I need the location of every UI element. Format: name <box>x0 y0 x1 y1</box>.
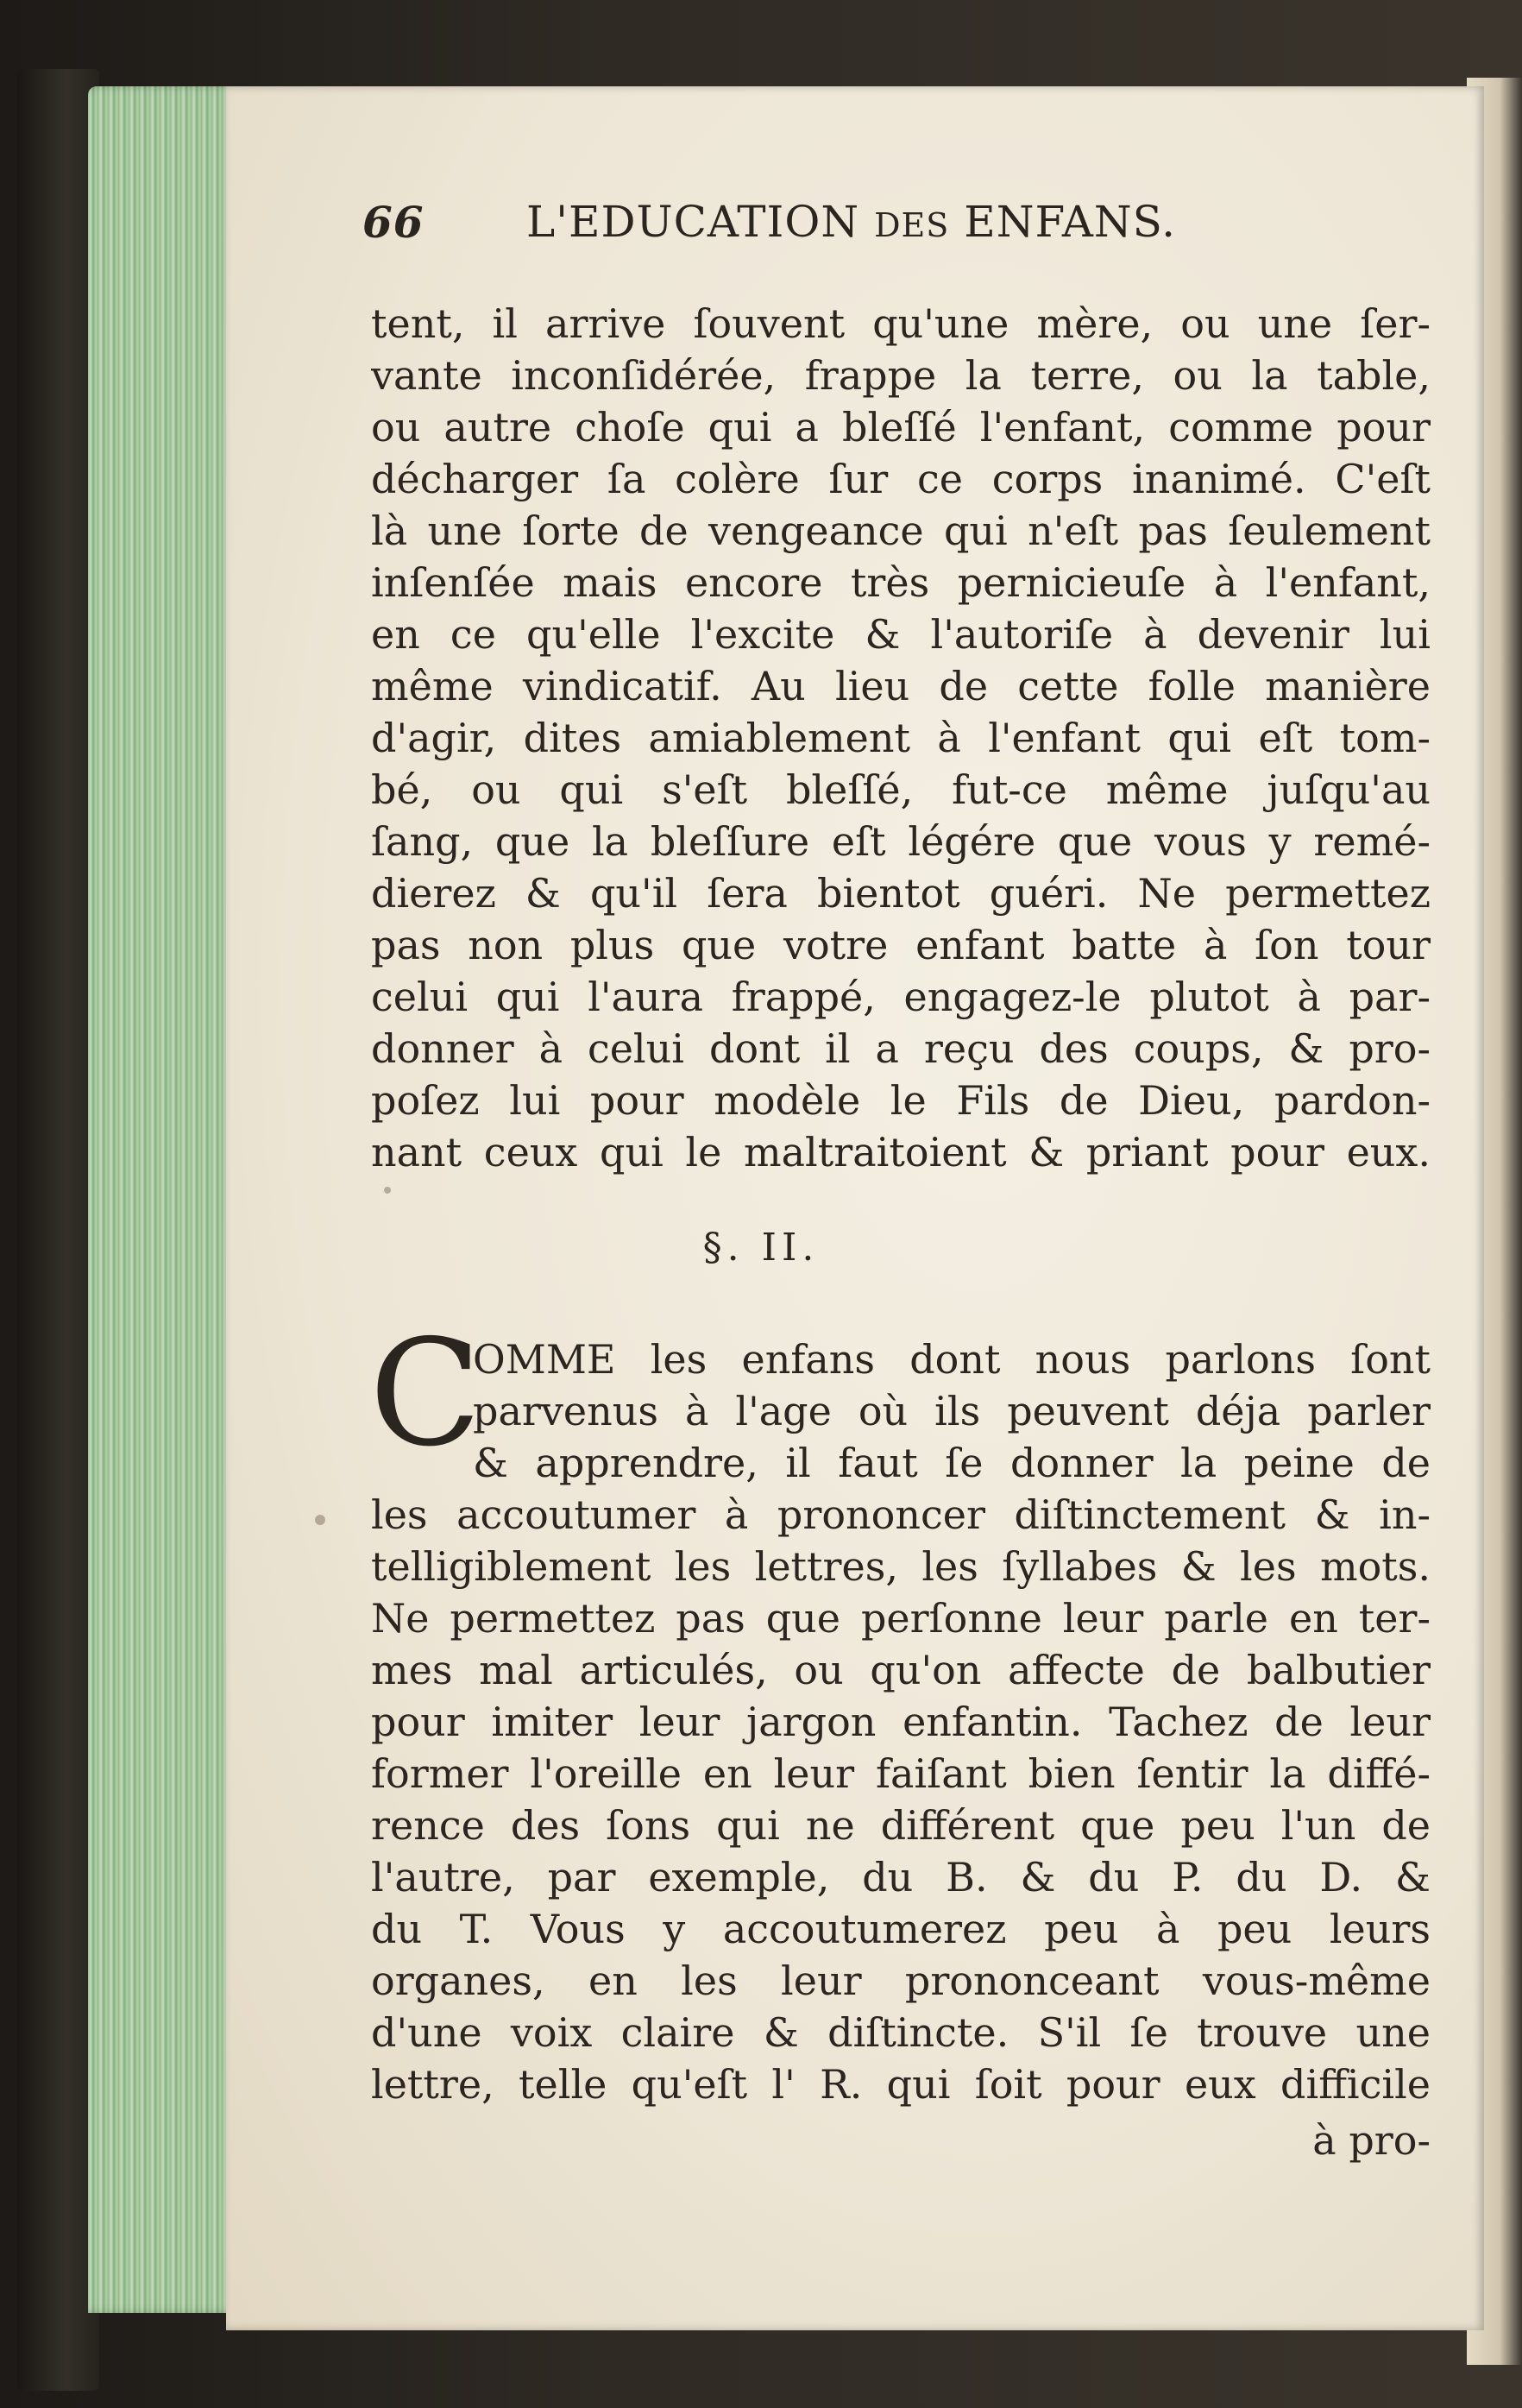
text-line: organes, en les leur prononceant vous-même <box>371 1957 1431 2004</box>
text-line: lettre, telle qu'eſt l' R. qui ſoit pour eux difficile <box>371 2061 1431 2108</box>
text-line: & apprendre, il faut ſe donner la peine de <box>473 1440 1431 1486</box>
text-line: vante inconſidérée, frappe la terre, ou la table, <box>371 352 1431 399</box>
page-number: 66 <box>362 197 425 248</box>
drop-cap: C <box>369 1308 482 1479</box>
ink-speck <box>384 1187 391 1194</box>
text-line: mes mal articulés, ou qu'on affecte de balbutier <box>371 1647 1431 1693</box>
text-line: pas non plus que votre enfant batte à ſon tour <box>371 922 1431 968</box>
text-line: même vindicatif. Au lieu de cette folle manière <box>371 663 1431 709</box>
text-line: Ne permettez pas que perſonne leur parle en ter- <box>371 1595 1431 1642</box>
text-line: tent, il arrive ſouvent qu'une mère, ou une ſer- <box>371 300 1431 347</box>
text-line: poſez lui pour modèle le Fils de Dieu, pardon- <box>371 1077 1431 1124</box>
text-line: donner à celui dont il a reçu des coups, & pro- <box>371 1025 1431 1072</box>
text-line: telligiblement les lettres, les ſyllabes & les mots. <box>371 1543 1431 1590</box>
text-line: d'une voix claire & diſtincte. S'il ſe trouve une <box>371 2009 1431 2056</box>
text-line: inſenſée mais encore très pernicieuſe à l'enfant, <box>371 559 1431 606</box>
text-line: d'agir, dites amiablement à l'enfant qui eſt tom- <box>371 715 1431 761</box>
text-line: parvenus à l'age où ils peuvent déja parler <box>473 1388 1431 1434</box>
text-line: décharger ſa colère ſur ce corps inanimé. C'eſt <box>371 456 1431 502</box>
text-line: nant ceux qui le maltraitoient & priant pour eux. <box>371 1129 1431 1176</box>
text-line: là une ſorte de vengeance qui n'eſt pas ſeulement <box>371 507 1431 554</box>
text-line: dierez & qu'il ſera bientot guéri. Ne permettez <box>371 870 1431 917</box>
text-line: ſang, que la bleſſure eſt légére que vous y remé- <box>371 818 1431 865</box>
page-edges <box>88 86 235 2313</box>
running-title: L'EDUCATION DES ENFANS. <box>526 197 1177 247</box>
text-line: former l'oreille en leur faiſant bien ſentir la diffé- <box>371 1750 1431 1797</box>
text-line: rence des ſons qui ne différent que peu l'un de <box>371 1802 1431 1849</box>
catchword: à pro- <box>1312 2117 1431 2164</box>
section-heading: §. II. <box>702 1226 820 1270</box>
text-line: OMME les enfans dont nous parlons ſont <box>473 1336 1431 1383</box>
text-line: les accoutumer à prononcer diſtinctement & in- <box>371 1491 1431 1538</box>
text-line: ou autre choſe qui a bleſſé l'enfant, comme pour <box>371 404 1431 451</box>
text-line: en ce qu'elle l'excite & l'autoriſe à devenir lui <box>371 611 1431 658</box>
ink-speck <box>315 1515 325 1525</box>
text-line: du T. Vous y accoutumerez peu à peu leurs <box>371 1906 1431 1952</box>
text-line: bé, ou qui s'eſt bleſſé, fut-ce même juſqu'au <box>371 766 1431 813</box>
text-line: celui qui l'aura frappé, engagez-le plutot à par- <box>371 974 1431 1020</box>
text-line: pour imiter leur jargon enfantin. Tachez de leur <box>371 1699 1431 1745</box>
text-line: l'autre, par exemple, du B. & du P. du D. & <box>371 1854 1431 1901</box>
